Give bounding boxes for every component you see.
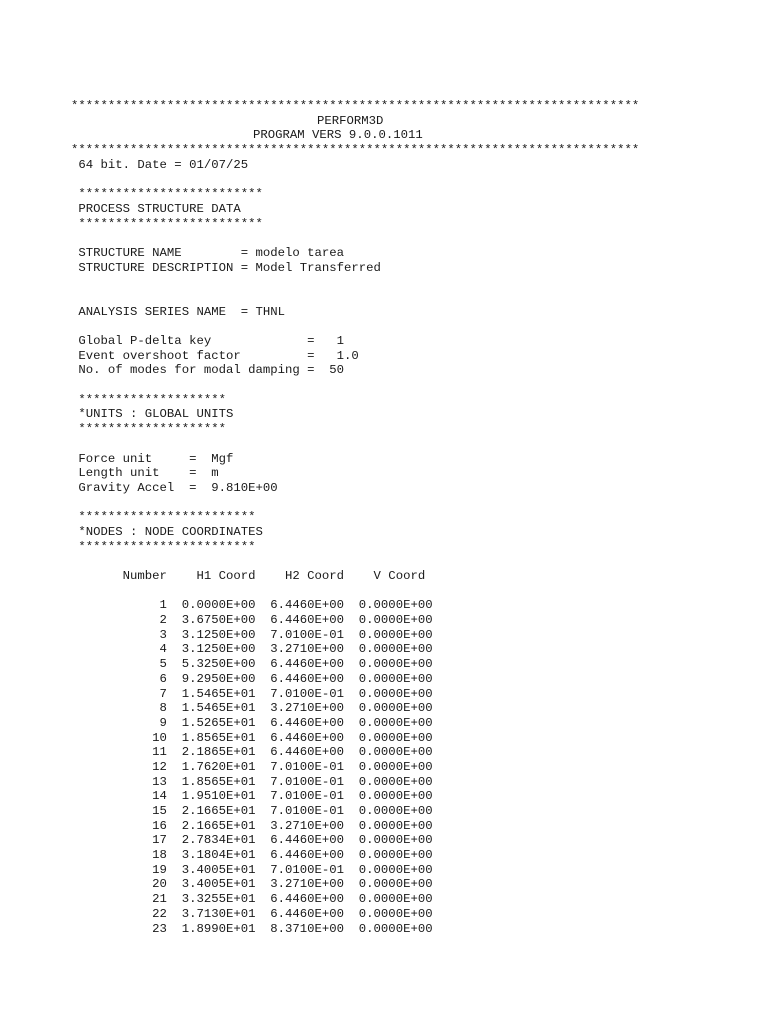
analysis-series-name: ANALYSIS SERIES NAME = THNL [71, 304, 286, 319]
table-row: 19 3.4005E+01 7.0100E-01 0.0000E+00 [71, 862, 433, 877]
force-unit: Force unit = Mgf [71, 451, 234, 466]
program-name: PERFORM3D [317, 113, 384, 128]
gravity-accel: Gravity Accel = 9.810E+00 [71, 480, 278, 495]
table-row: 22 3.7130E+01 6.4460E+00 0.0000E+00 [71, 906, 433, 921]
overshoot-factor: Event overshoot factor = 1.0 [71, 348, 359, 363]
spacer [71, 172, 711, 187]
process-title: PROCESS STRUCTURE DATA [71, 201, 241, 216]
spacer [71, 319, 711, 334]
table-row: 17 2.7834E+01 6.4460E+00 0.0000E+00 [71, 833, 433, 848]
spacer [71, 290, 711, 305]
modal-damping-modes: No. of modes for modal damping = 50 [71, 363, 345, 378]
date-line: 64 bit. Date = 01/07/25 [71, 157, 249, 172]
spacer [71, 554, 711, 569]
process-border-bottom: ************************* [71, 216, 263, 231]
spacer [71, 496, 711, 511]
structure-description: STRUCTURE DESCRIPTION = Model Transferred [71, 260, 381, 275]
table-row: 6 9.2950E+00 6.4460E+00 0.0000E+00 [71, 671, 433, 686]
units-title: *UNITS : GLOBAL UNITS [71, 407, 234, 422]
program-version: PROGRAM VERS 9.0.0.1011 [253, 128, 423, 143]
table-row: 18 3.1804E+01 6.4460E+00 0.0000E+00 [71, 848, 433, 863]
table-row: 9 1.5265E+01 6.4460E+00 0.0000E+00 [71, 715, 433, 730]
table-row: 10 1.8565E+01 6.4460E+00 0.0000E+00 [71, 730, 433, 745]
header-border-bottom: ***************************************************************************** [71, 143, 640, 158]
table-row: 7 1.5465E+01 7.0100E-01 0.0000E+00 [71, 686, 433, 701]
spacer [71, 275, 711, 290]
output-document [71, 99, 711, 936]
nodes-table-body [71, 598, 711, 936]
units-border-bottom: ******************** [71, 422, 226, 437]
pdelta-key: Global P-delta key = 1 [71, 334, 345, 348]
table-row: 4 3.1250E+00 3.2710E+00 0.0000E+00 [71, 642, 433, 657]
table-row: 12 1.7620E+01 7.0100E-01 0.0000E+00 [71, 759, 433, 774]
table-row: 3 3.1250E+00 7.0100E-01 0.0000E+00 [71, 627, 433, 642]
length-unit: Length unit = m [71, 466, 219, 481]
table-row: 2 3.6750E+00 6.4460E+00 0.0000E+00 [71, 613, 433, 628]
nodes-border-bottom: ************************ [71, 539, 256, 554]
structure-name: STRUCTURE NAME = modelo tarea [71, 245, 345, 260]
spacer [71, 231, 711, 246]
header-border-top: ***************************************************************************** [71, 99, 640, 113]
spacer [71, 584, 711, 599]
table-row: 1 0.0000E+00 6.4460E+00 0.0000E+00 [71, 598, 433, 613]
table-row: 15 2.1665E+01 7.0100E-01 0.0000E+00 [71, 804, 433, 818]
spacer [71, 437, 711, 452]
table-row: 8 1.5465E+01 3.2710E+00 0.0000E+00 [71, 701, 433, 716]
table-row: 5 5.3250E+00 6.4460E+00 0.0000E+00 [71, 657, 433, 672]
table-row: 23 1.8990E+01 8.3710E+00 0.0000E+00 [71, 921, 433, 936]
nodes-title: *NODES : NODE COORDINATES [71, 524, 263, 539]
table-row: 21 3.3255E+01 6.4460E+00 0.0000E+00 [71, 892, 433, 907]
table-row: 13 1.8565E+01 7.0100E-01 0.0000E+00 [71, 774, 433, 789]
table-row: 20 3.4005E+01 3.2710E+00 0.0000E+00 [71, 877, 433, 892]
nodes-border-top: ************************ [71, 510, 256, 525]
table-row: 16 2.1665E+01 3.2710E+00 0.0000E+00 [71, 818, 433, 833]
table-row: 14 1.9510E+01 7.0100E-01 0.0000E+00 [71, 789, 433, 804]
spacer [71, 378, 711, 393]
nodes-table-header: Number H1 Coord H2 Coord V Coord [71, 569, 426, 583]
process-border-top: ************************* [71, 187, 263, 202]
table-row: 11 2.1865E+01 6.4460E+00 0.0000E+00 [71, 745, 433, 760]
units-border-top: ******************** [71, 392, 226, 407]
